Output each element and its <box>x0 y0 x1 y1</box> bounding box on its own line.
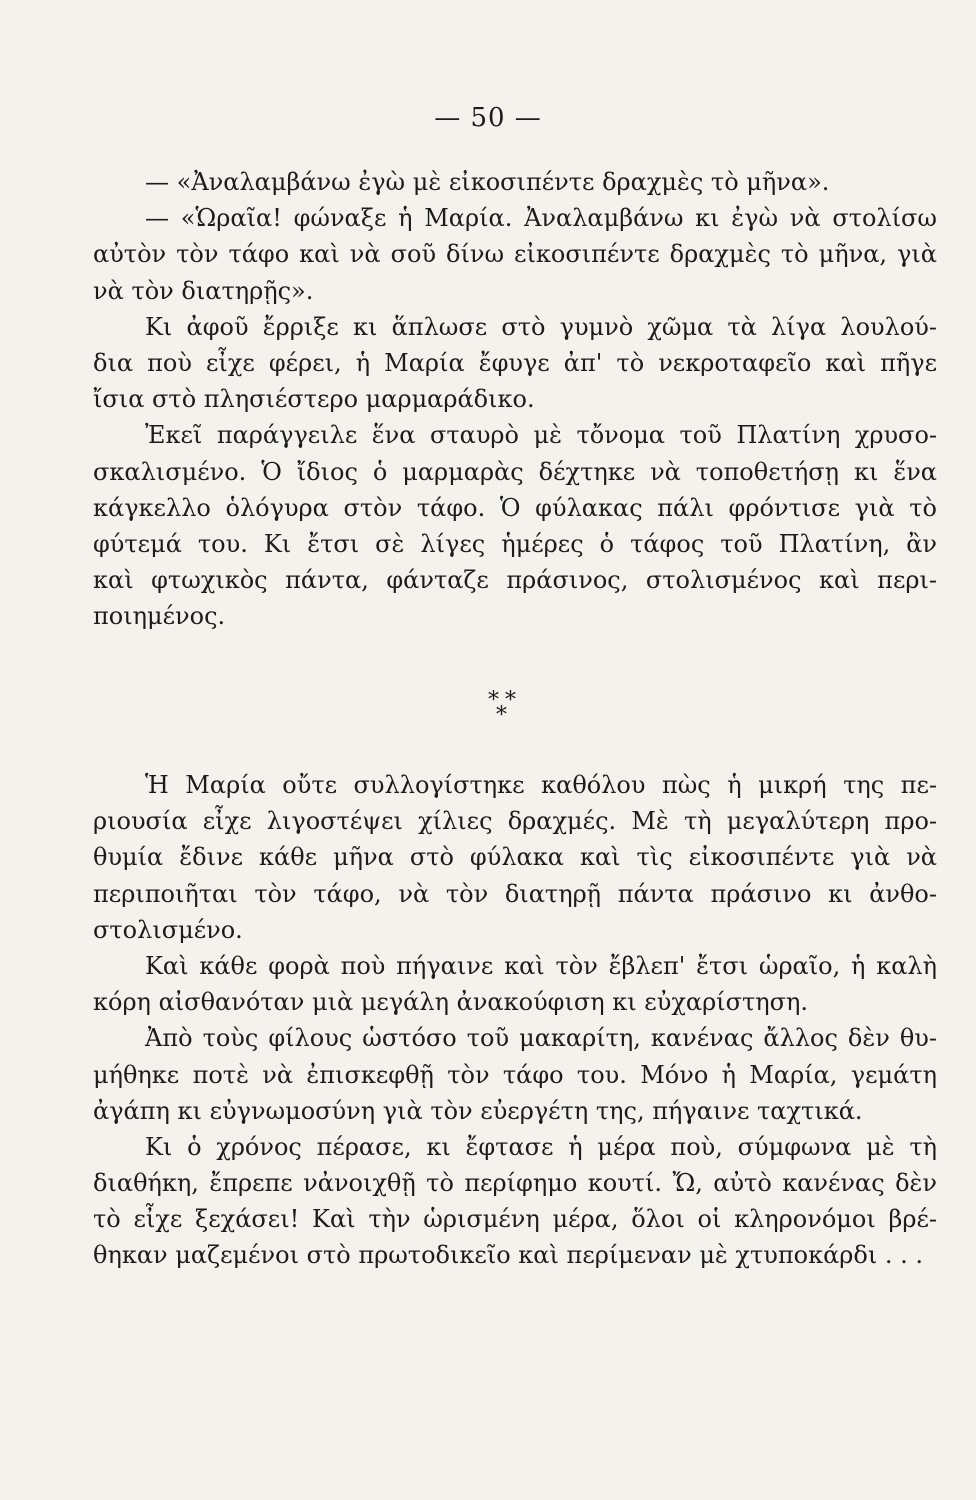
text-line: ποιημένος. <box>93 602 226 631</box>
text-line: φύτεμά του. Κι ἔτσι σὲ λίγες ἡμέρες ὁ τάφος τοῦ Πλατίνη, ἂν <box>93 529 937 558</box>
text-line: κάγκελλο ὁλόγυρα στὸν τάφο. Ὁ φύλακας πάλι φρόντισε γιὰ τὸ <box>93 493 937 522</box>
text-line: Κι ἀφοῦ ἔρριξε κι ἅπλωσε στὸ γυμνὸ χῶμα τὰ λίγα λουλού- <box>145 312 937 341</box>
text-line: αὐτὸν τὸν τάφο καὶ νὰ σοῦ δίνω εἰκοσιπέντε δραχμὲς τὸ μῆνα, γιὰ <box>93 240 937 269</box>
text-block-after-asterism <box>93 767 937 1274</box>
asterism-star: * <box>505 688 516 713</box>
text-line: θηκαν μαζεμένοι στὸ πρωτοδικεῖο καὶ περίμεναν μὲ χτυποκάρδι . . . <box>93 1241 924 1270</box>
text-line: σκαλισμένο. Ὁ ἴδιος ὁ μαρμαρὰς δέχτηκε νὰ τοποθετήσῃ κι ἕνα <box>93 457 937 486</box>
text-line: μήθηκε ποτὲ νὰ ἐπισκεφθῇ τὸν τάφο του. Μόνο ἡ Μαρία, γεμάτη <box>93 1060 937 1089</box>
text-line: τὸ εἶχε ξεχάσει! Καὶ τὴν ὡρισμένη μέρα, ὅλοι οἱ κληρονόμοι βρέ- <box>93 1205 937 1234</box>
text-line: διαθήκη, ἔπρεπε νἀνοιχθῇ τὸ περίφημο κουτί. Ὤ, αὐτὸ κανένας δὲν <box>93 1169 937 1198</box>
text-line: νὰ τὸν διατηρῇς». <box>93 276 314 305</box>
text-line: Ἀπὸ τοὺς φίλους ὡστόσο τοῦ μακαρίτη, κανένας ἄλλος δὲν θυ- <box>145 1024 937 1053</box>
text-line: στολισμένο. <box>93 915 243 944</box>
text-line: Κι ὁ χρόνος πέρασε, κι ἔφτασε ἡ μέρα ποὺ, σύμφωνα μὲ τὴ <box>145 1132 937 1161</box>
text-line: κόρη αἰσθανόταν μιὰ μεγάλη ἀνακούφιση κι εὐχαρίστηση. <box>93 988 809 1017</box>
asterism-star: * <box>496 703 507 728</box>
text-line: Ἡ Μαρία οὔτε συλλογίστηκε καθόλου πὼς ἡ μικρή της πε- <box>145 771 937 799</box>
page-number: — 50 — <box>434 103 542 133</box>
text-line: Ἐκεῖ παράγγειλε ἕνα σταυρὸ μὲ τὄνομα τοῦ Πλατίνη χρυσο- <box>145 421 937 450</box>
text-line: καὶ φτωχικὸς πάντα, φάνταζε πράσινος, στολισμένος καὶ περι- <box>93 566 937 595</box>
text-line: περιποιῆται τὸν τάφο, νὰ τὸν διατηρῇ πάντα πράσινο κι ἀνθο- <box>93 879 937 908</box>
text-line: θυμία ἔδινε κάθε μῆνα στὸ φύλακα καὶ τὶς εἰκοσιπέντε γιὰ νὰ <box>93 843 937 872</box>
text-block-before-asterism <box>93 164 937 634</box>
asterism-star: * <box>488 688 499 713</box>
text-line: — «Ὡραῖα! φώναξε ἡ Μαρία. Ἀναλαμβάνω κι ἐγὼ νὰ στολίσω <box>145 204 937 233</box>
text-line: — «Ἀναλαμβάνω ἐγὼ μὲ εἰκοσιπέντε δραχμὲς τὸ μῆνα». <box>145 168 830 196</box>
text-line: ριουσία εἶχε λιγοστέψει χίλιες δραχμές. Μὲ τὴ μεγαλύτερη προ- <box>93 807 937 836</box>
text-line: δια ποὺ εἶχε φέρει, ἡ Μαρία ἔφυγε ἀπ' τὸ νεκροταφεῖο καὶ πῆγε <box>93 348 937 377</box>
asterism <box>0 688 976 738</box>
text-line: ἴσια στὸ πλησιέστερο μαρμαράδικο. <box>93 385 535 414</box>
text-line: Καὶ κάθε φορὰ ποὺ πήγαινε καὶ τὸν ἔβλεπ' ἔτσι ὡραῖο, ἡ καλὴ <box>145 951 937 980</box>
text-line: ἀγάπη κι εὐγνωμοσύνη γιὰ τὸν εὐεργέτη της, πήγαινε ταχτικά. <box>93 1096 863 1125</box>
